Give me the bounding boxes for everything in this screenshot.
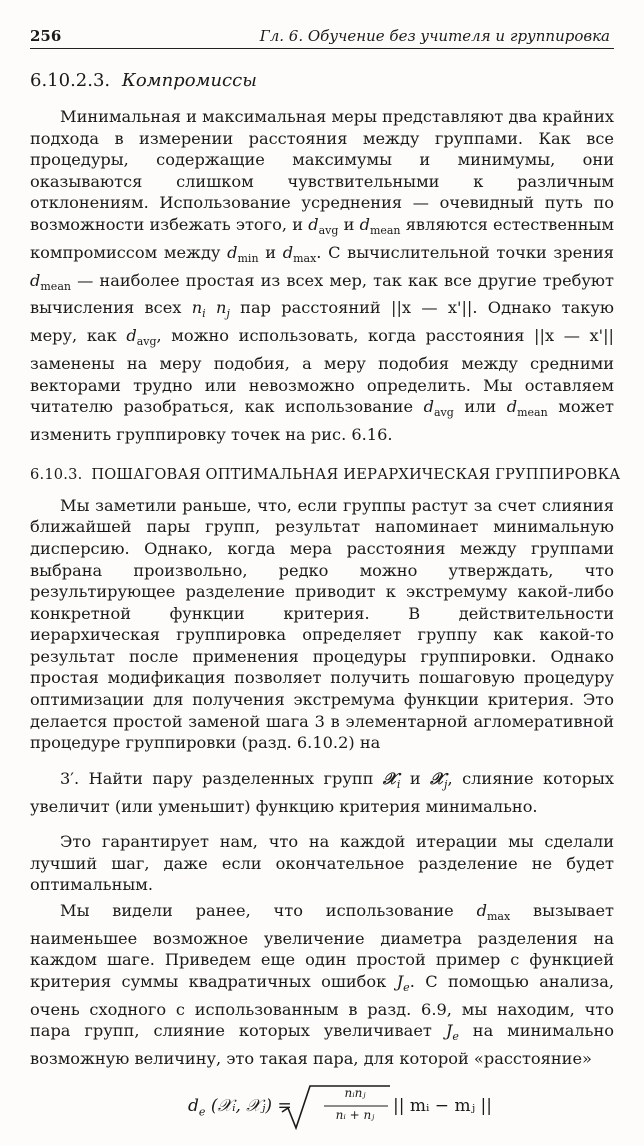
math-var: d [506,397,518,417]
text-run: может изменить группировку точек на рис. 6.16. [30,397,615,445]
math-sub: mean [369,224,401,238]
text-run: и [338,214,360,234]
math-args: (𝒳ᵢ, 𝒳ⱼ) = [210,1095,292,1116]
math-var: 𝒳 [430,768,445,788]
paragraph-guarantee: Это гарантирует нам, что на каждой итерации мы сделали лучший шаг, даже если окончательное разделение не будет оптимальным. [30,832,614,895]
fraction-numerator: nᵢnⱼ [344,1085,366,1100]
fraction-denominator: nᵢ + nⱼ [335,1107,375,1122]
text-run: . С помощью анализа, очень сходного с использованным в разд. 6.9, мы находим, что пара групп, слияние которых увеличивает [30,972,614,1041]
math-sub: avg [318,224,339,238]
section-heading [30,70,614,94]
running-title: Гл. 6. Обучение без учителя и группировка [259,27,610,45]
math-var: J [445,1021,453,1041]
math-var: d [227,242,238,262]
math-var: d [126,326,137,346]
paragraph-example [30,900,614,1070]
math-sub: max [486,910,511,924]
text-run: или [453,397,507,417]
math-sub: max [293,252,317,266]
math-sub: i [396,778,401,792]
running-header [30,26,614,49]
page-number: 256 [30,27,62,45]
section-number: 6.10.2.3. [30,70,111,91]
math-sub: avg [433,406,454,420]
subsection-number: 6.10.3. [30,465,83,483]
text-run: пар расстояний ||x — x'||. Однако такую меру, как [30,298,614,346]
math-var: d [188,1095,199,1116]
math-sub: e [198,1105,206,1119]
math-sub: mean [40,279,71,293]
math-var: d [359,214,370,234]
math-var: n [191,298,203,318]
paragraph-compromises [30,106,614,446]
formula-lhs [188,1096,292,1118]
text-run: на минимально возможную величину, это такая пара, для которой «расстояние» [30,1021,614,1069]
math-var: n [216,298,227,318]
math-sub: mean [517,406,548,420]
section-title: Компромиссы [121,70,257,91]
subsection-title: ПОШАГОВАЯ ОПТИМАЛЬНАЯ ИЕРАРХИЧЕСКАЯ ГРУППИРОВКА [91,465,621,483]
text-run: вызывает наименьшее возможное увеличение диаметра разделения на каждом шаге. Приведем еще один простой пример с функцией критерия суммы квадратичных ошибок [30,901,615,992]
text-run: — наиболее простая из всех мер, так как все другие требуют вычисления всех [30,270,614,318]
text-run: . С вычислительной точки зрения [316,242,614,262]
text-run: Минимальная и максимальная меры представляют два крайних подхода в измерении расстояния между группами. Как все процедуры, содержащие максимумы и минимумы, они оказываются слишком чувствительными к различным отклонениям. Использование усреднения — очевидный путь по возможности избежать этого, и [30,107,614,234]
math-sub: e [452,1030,459,1044]
text-run: Мы видели ранее, что использование [60,901,477,921]
math-var: d [308,214,319,234]
page-body [30,70,621,1146]
math-sub: j [444,778,448,792]
paragraph-stepwise: Мы заметили раньше, что, если группы растут за счет слияния ближайшей пары групп, результат напоминает минимальную дисперсию. Однако, когда мера расстояния между группами выбрана произвольно, редко можно утверждать, что результирующее разделение приводит к экстремуму какой-либо конкретной функции критерия. В действительности иерархическая группировка определяет группу как какой-то результат после применения процедуры группировки. Однако простая модификация позволяет получить пошаговую процедуру оптимизации для получения экстремума функции критерия. Это делается простой заменой шага 3 в элементарной агломеративной процедуре группировки (разд. 6.10.2) на [30,495,614,753]
distance-formula [188,1084,528,1136]
subsection-heading [30,465,621,483]
step-3-prime [30,768,614,817]
math-sub: j [226,307,230,321]
math-sub: avg [136,335,157,349]
math-var: 𝒳 [382,768,397,788]
text-run: являются естественным компромиссом между [30,214,614,262]
math-var: J [396,972,404,992]
math-var: d [423,397,434,417]
text-run: , слияние которых увеличит (или уменьшит) функцию критерия минимально. [30,768,614,816]
text-run: и [258,242,283,262]
math-var: d [476,901,487,921]
math-sub: e [403,981,410,995]
text-run: 3′. Найти пару разделенных групп [60,768,383,788]
text-run: , можно использовать, когда расстояния ||x — x'|| заменены на меру подобия, а меру подобия между средними векторами трудно или невозможно определить. Мы оставляем читателю разобраться, как использование [30,326,614,417]
text-run: и [400,768,431,788]
math-var: d [282,242,294,262]
math-sub: i [202,307,206,321]
formula-block [30,1076,614,1146]
formula-rhs: || mᵢ − mⱼ || [393,1095,492,1116]
math-sub: min [237,252,259,266]
math-var: d [30,270,41,290]
